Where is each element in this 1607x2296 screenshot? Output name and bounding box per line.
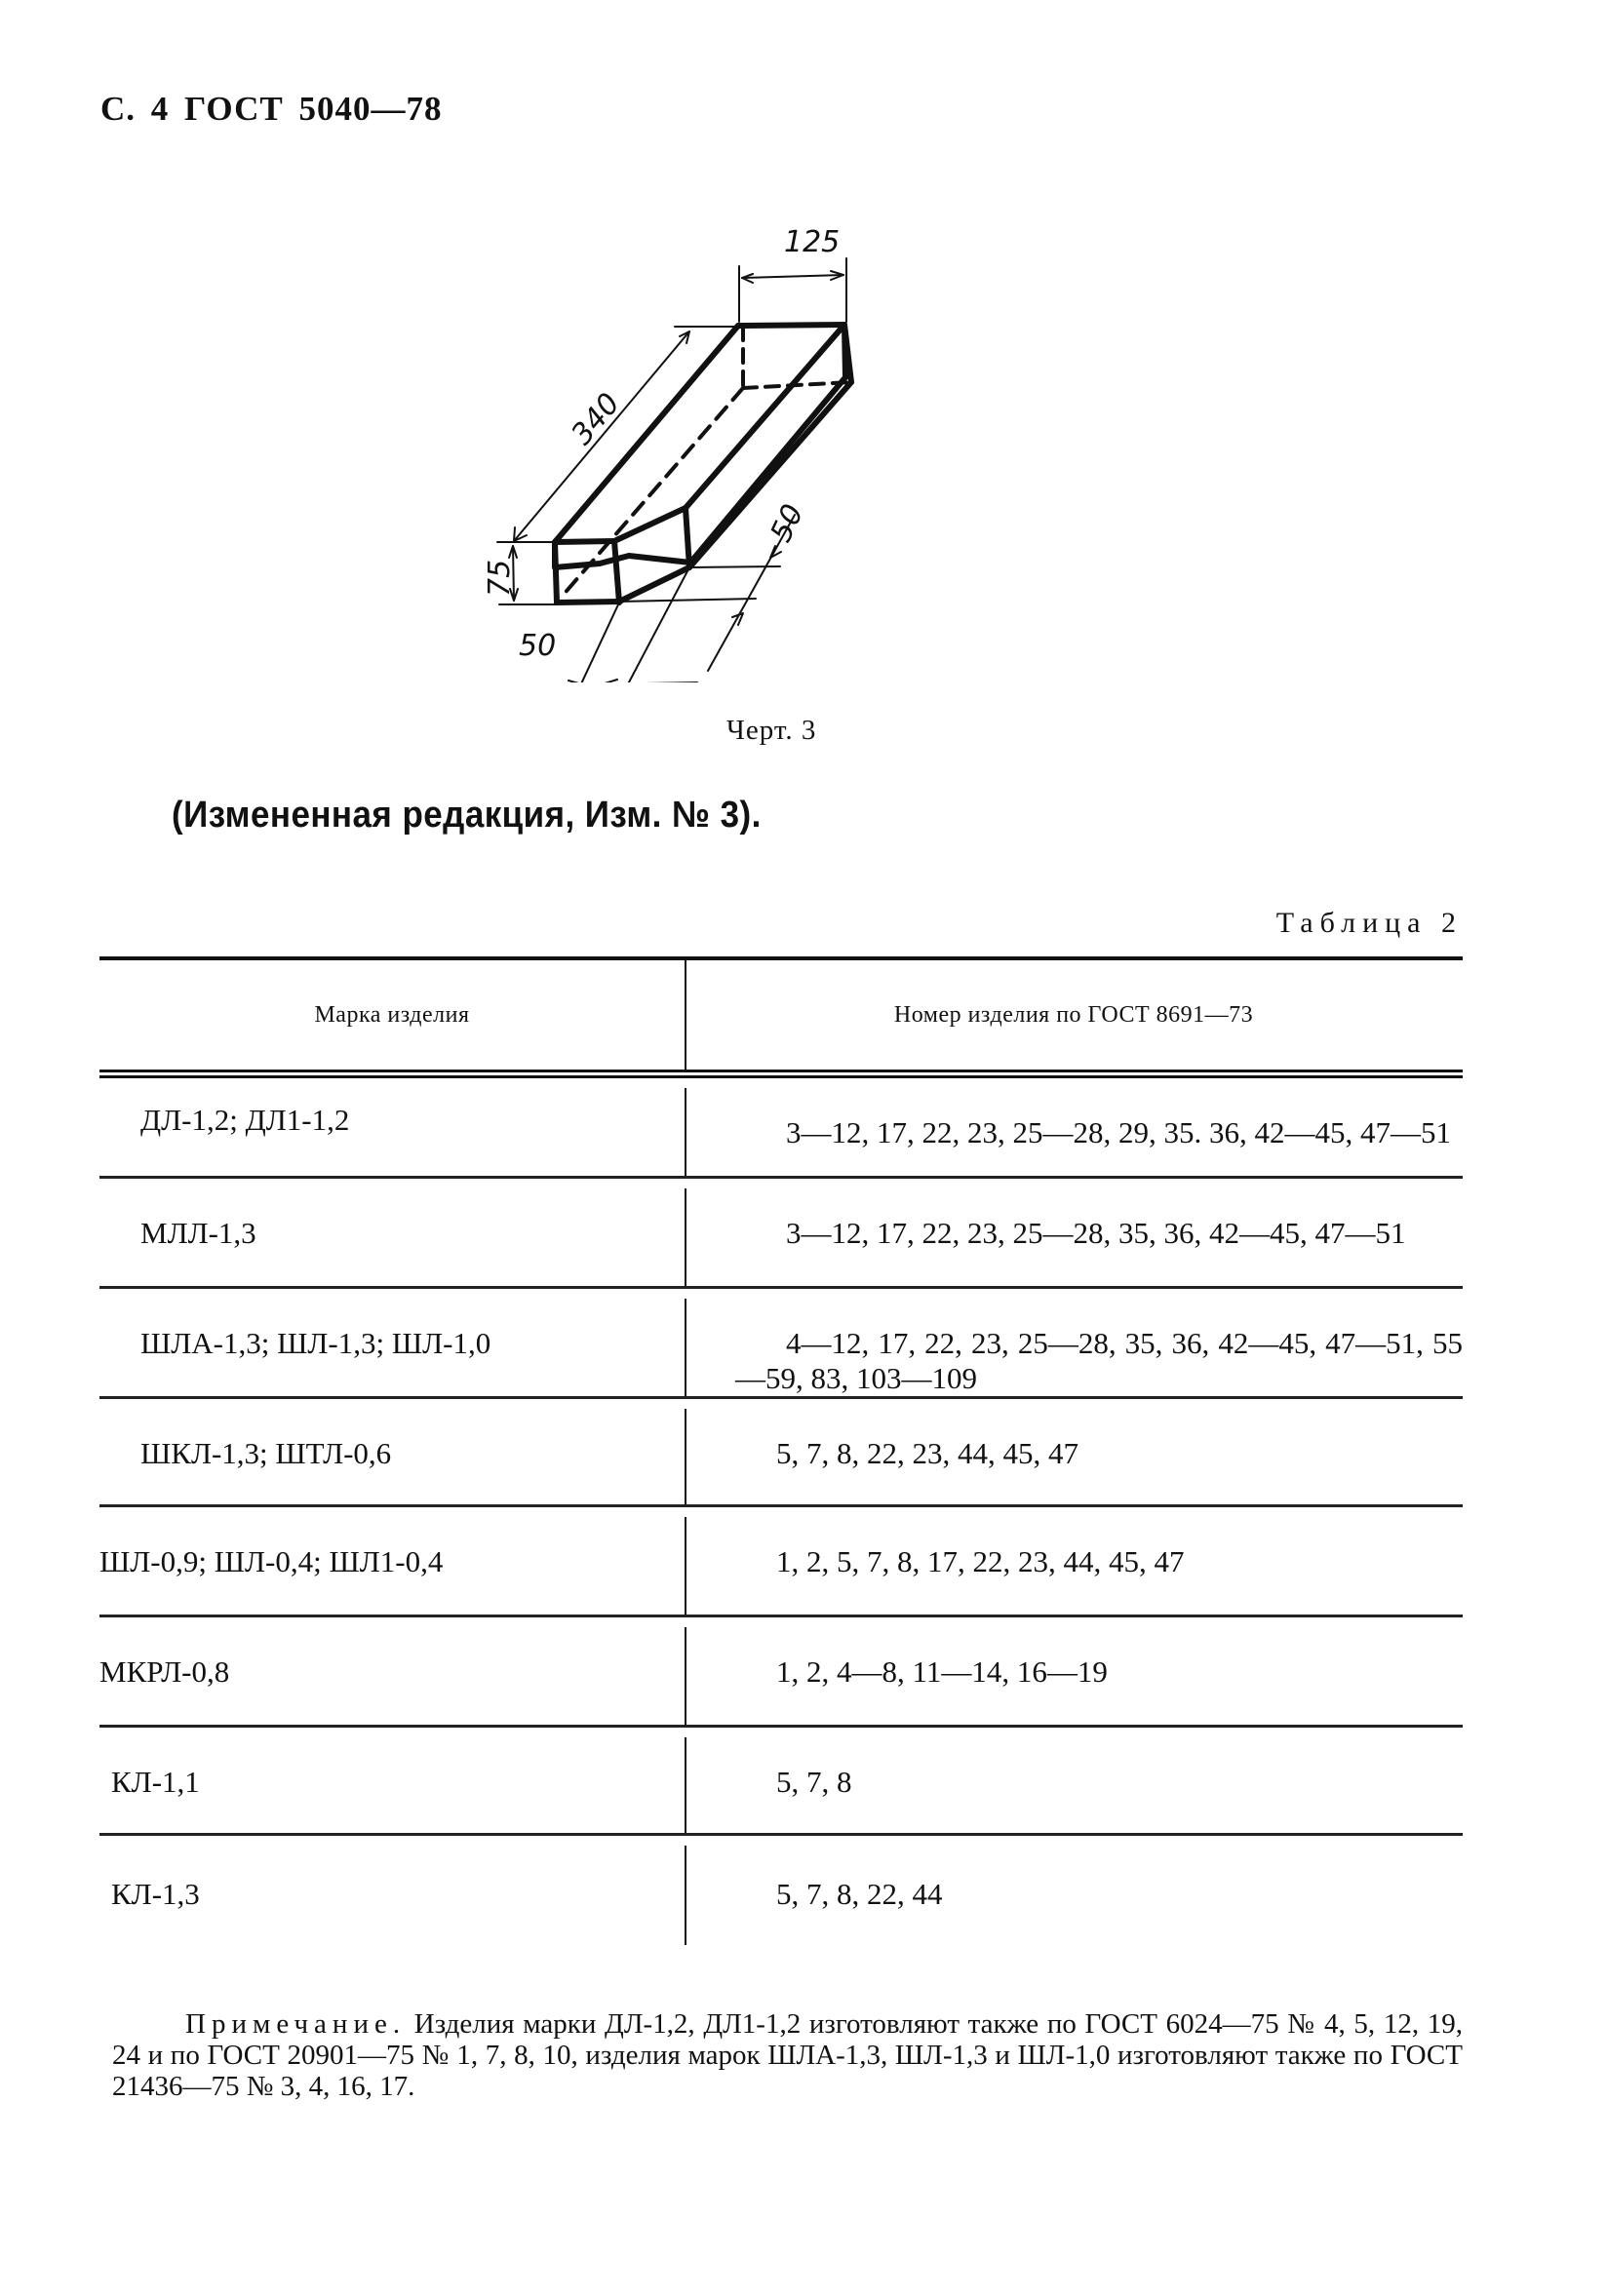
column-divider	[685, 1737, 686, 1833]
cell-numbers: 5, 7, 8, 22, 44	[776, 1877, 943, 1911]
cell-mark: МЛЛ-1,3	[140, 1216, 256, 1250]
table-header	[99, 960, 1463, 1070]
header-number: Номер изделия по ГОСТ 8691—73	[893, 1001, 1254, 1028]
column-divider	[685, 1627, 686, 1725]
cell-mark: КЛ-1,3	[111, 1877, 200, 1911]
header-double-rule	[99, 1070, 1463, 1078]
cell-numbers: 5, 7, 8	[776, 1765, 852, 1799]
table-row	[99, 1836, 1463, 1945]
cell-numbers: 4—12, 17, 22, 23, 25—28, 35, 36, 42—45, 47—51, 55—59, 83, 103—109	[735, 1326, 1463, 1395]
table-row	[99, 1179, 1463, 1289]
dim-50-side: 50	[764, 498, 811, 548]
cell-mark: КЛ-1,1	[111, 1765, 200, 1799]
dim-125: 125	[784, 225, 841, 259]
table-row	[99, 1289, 1463, 1399]
table-row	[99, 1728, 1463, 1836]
figure-caption: Черт. 3	[726, 715, 817, 746]
table-row	[99, 1399, 1463, 1507]
products-table	[99, 956, 1463, 1945]
cell-numbers: 1, 2, 4—8, 11—14, 16—19	[776, 1654, 1108, 1689]
column-divider	[685, 1299, 686, 1396]
cell-numbers: 3—12, 17, 22, 23, 25—28, 35, 36, 42—45, 47—51	[786, 1216, 1406, 1250]
table-note	[112, 2008, 1463, 2102]
table-row	[99, 1617, 1463, 1728]
column-divider	[685, 960, 686, 1070]
header-mark: Марка изделия	[314, 1001, 470, 1028]
dim-75: 75	[483, 559, 517, 597]
table-row	[99, 1078, 1463, 1179]
table-row	[99, 1507, 1463, 1617]
brick-drawing	[458, 224, 887, 682]
dim-340: 340	[565, 386, 627, 452]
revision-heading: (Измененная редакция, Изм. № 3).	[172, 795, 762, 836]
cell-mark: ДЛ-1,2; ДЛ1-1,2	[140, 1103, 350, 1137]
column-divider	[685, 1188, 686, 1286]
table-body	[99, 1078, 1463, 1945]
note-text: Изделия марки ДЛ-1,2, ДЛ1-1,2 изготовляют также по ГОСТ 6024—75 № 4, 5, 12, 19, 24 и по ГОСТ 20901—75 № 1, 7, 8, 10, изделия марок ШЛА-1,3, ШЛ-1,3 и ШЛ-1,0 изготовляют также по ГОСТ 21436—75 № 3, 4, 16, 17.	[112, 2008, 1463, 2102]
column-divider	[685, 1517, 686, 1615]
page-header: С. 4 ГОСТ 5040—78	[100, 90, 443, 128]
table-caption: Таблица 2	[1275, 907, 1463, 939]
column-divider	[685, 1088, 686, 1176]
note-label: Примечание.	[185, 2008, 407, 2040]
cell-mark: ШЛ-0,9; ШЛ-0,4; ШЛ1-0,4	[99, 1544, 444, 1578]
cell-mark: ШЛА-1,3; ШЛ-1,3; ШЛ-1,0	[140, 1326, 491, 1360]
cell-numbers: 1, 2, 5, 7, 8, 17, 22, 23, 44, 45, 47	[776, 1544, 1185, 1578]
cell-mark: МКРЛ-0,8	[99, 1654, 230, 1689]
column-divider	[685, 1409, 686, 1504]
dim-50-bottom: 50	[519, 629, 557, 663]
cell-numbers: 5, 7, 8, 22, 23, 44, 45, 47	[776, 1436, 1078, 1470]
column-divider	[685, 1846, 686, 1945]
cell-mark: ШКЛ-1,3; ШТЛ-0,6	[140, 1436, 392, 1470]
cell-numbers: 3—12, 17, 22, 23, 25—28, 29, 35. 36, 42—45, 47—51	[786, 1115, 1451, 1149]
brick-isometric-figure	[458, 224, 887, 682]
